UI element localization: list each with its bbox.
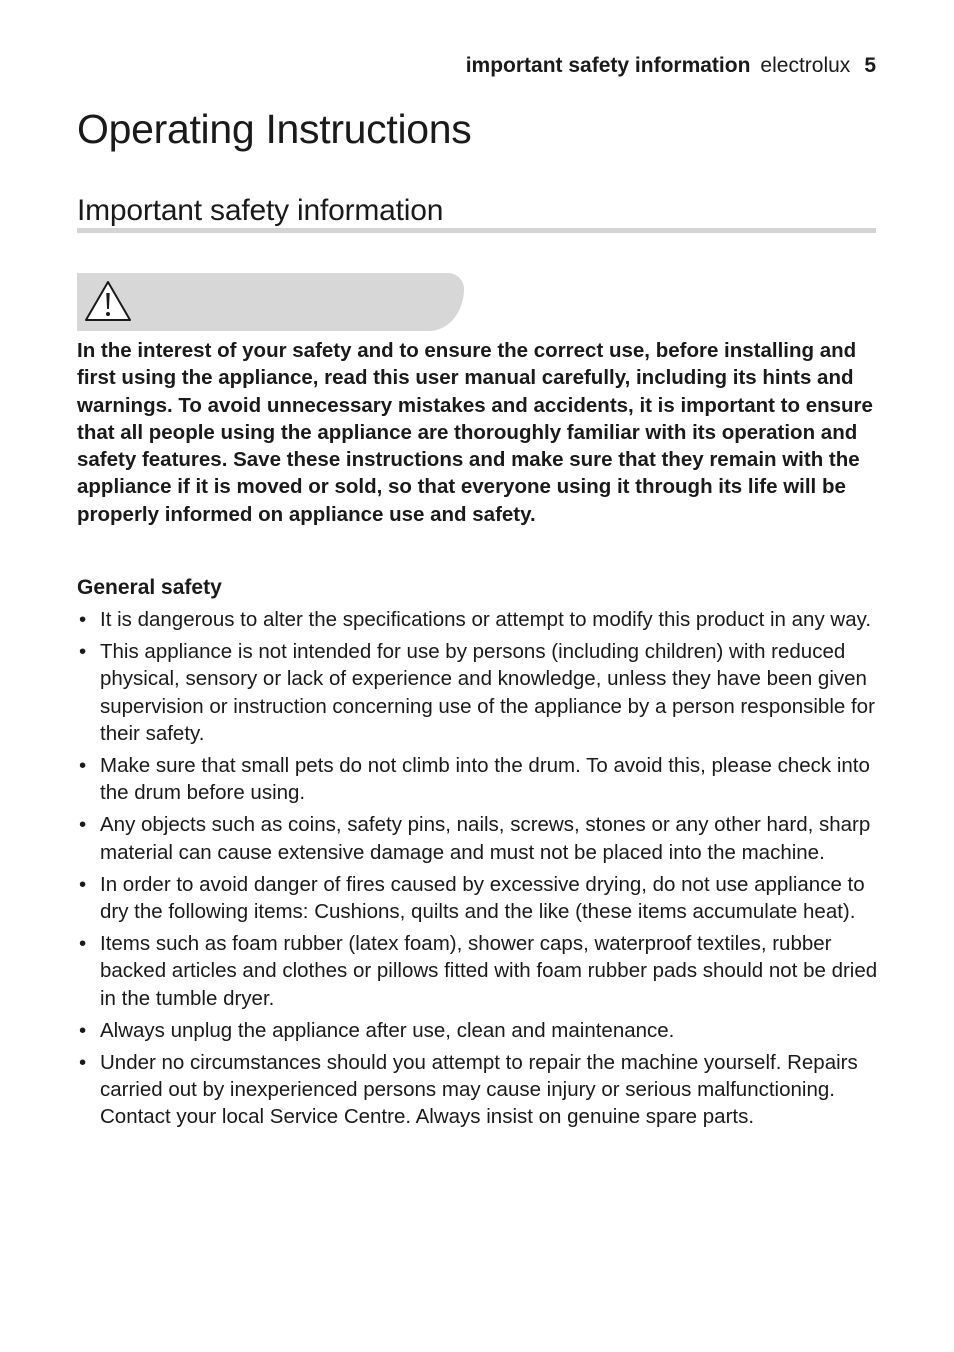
list-item — [77, 752, 879, 806]
running-header — [466, 52, 876, 80]
bullet-dot: • — [79, 640, 87, 664]
list-item — [77, 638, 879, 747]
list-item-text: In order to avoid danger of fires caused by excessive drying, do not use appliance to dry the following items: Cushions, quilts and the like (these items accumulate heat). — [100, 872, 865, 924]
list-item-text: Any objects such as coins, safety pins, nails, screws, stones or any other hard, sharp material can cause extensive damage and must not be placed into the machine. — [100, 813, 871, 864]
section-title: Important safety information — [77, 194, 444, 227]
bullet-dot: • — [79, 813, 87, 837]
bullet-dot: • — [79, 1018, 87, 1042]
warning-triangle-icon — [82, 277, 134, 325]
list-item-text: It is dangerous to alter the specifications or attempt to modify this product in any way. — [100, 608, 872, 631]
list-item-text: Always unplug the appliance after use, clean and maintenance. — [100, 1018, 675, 1042]
list-item-text: This appliance is not intended for use by persons (including children) with reduced physical, sensory or lack of experience and knowledge, unless they have been given supervision or instruction concerning use of the appliance by a person responsible for their safety. — [100, 640, 875, 745]
general-safety-list — [77, 606, 879, 1136]
bullet-dot: • — [79, 872, 87, 896]
warning-banner — [77, 273, 464, 331]
page-title: Operating Instructions — [77, 106, 472, 152]
safety-intro: In the interest of your safety and to ensure the correct use, before installing and first using the appliance, read this user manual carefully, including its hints and warnings. To avoid unnecessary mistakes and accidents, it is important to ensure that all people using the appliance are thoroughly familiar with its operation and safety features. Save these instructions and make sure that they remain with the appliance if it is moved or sold, so that everyone using it through its life will be properly informed on appliance use and safety. — [77, 339, 873, 526]
bullet-dot: • — [79, 754, 87, 778]
bullet-dot: • — [79, 932, 87, 956]
page-number: 5 — [864, 54, 876, 77]
bullet-dot: • — [79, 1051, 87, 1075]
header-section-label: important safety information — [465, 54, 751, 77]
section-divider — [77, 228, 876, 233]
bullet-dot: • — [79, 608, 87, 631]
list-item — [77, 811, 879, 865]
list-item — [77, 871, 879, 925]
list-item — [77, 606, 879, 633]
list-item-text: Make sure that small pets do not climb into the drum. To avoid this, please check into the drum before using. — [100, 754, 870, 805]
list-item — [77, 1017, 879, 1044]
list-item — [77, 930, 879, 1012]
header-brand: electrolux — [760, 54, 851, 77]
list-item-text: Under no circumstances should you attempt to repair the machine yourself. Repairs carried out by inexperienced persons may cause injury or serious malfunctioning. Contact your local Service Centre. Always insist on genuine spare parts. — [100, 1051, 858, 1129]
general-safety-heading: General safety — [77, 576, 222, 599]
list-item-text: Items such as foam rubber (latex foam), shower caps, waterproof textiles, rubber backed articles and clothes or pillows fitted with foam rubber pads should not be dried in the tumble dryer. — [100, 932, 878, 1010]
list-item — [77, 1049, 879, 1131]
